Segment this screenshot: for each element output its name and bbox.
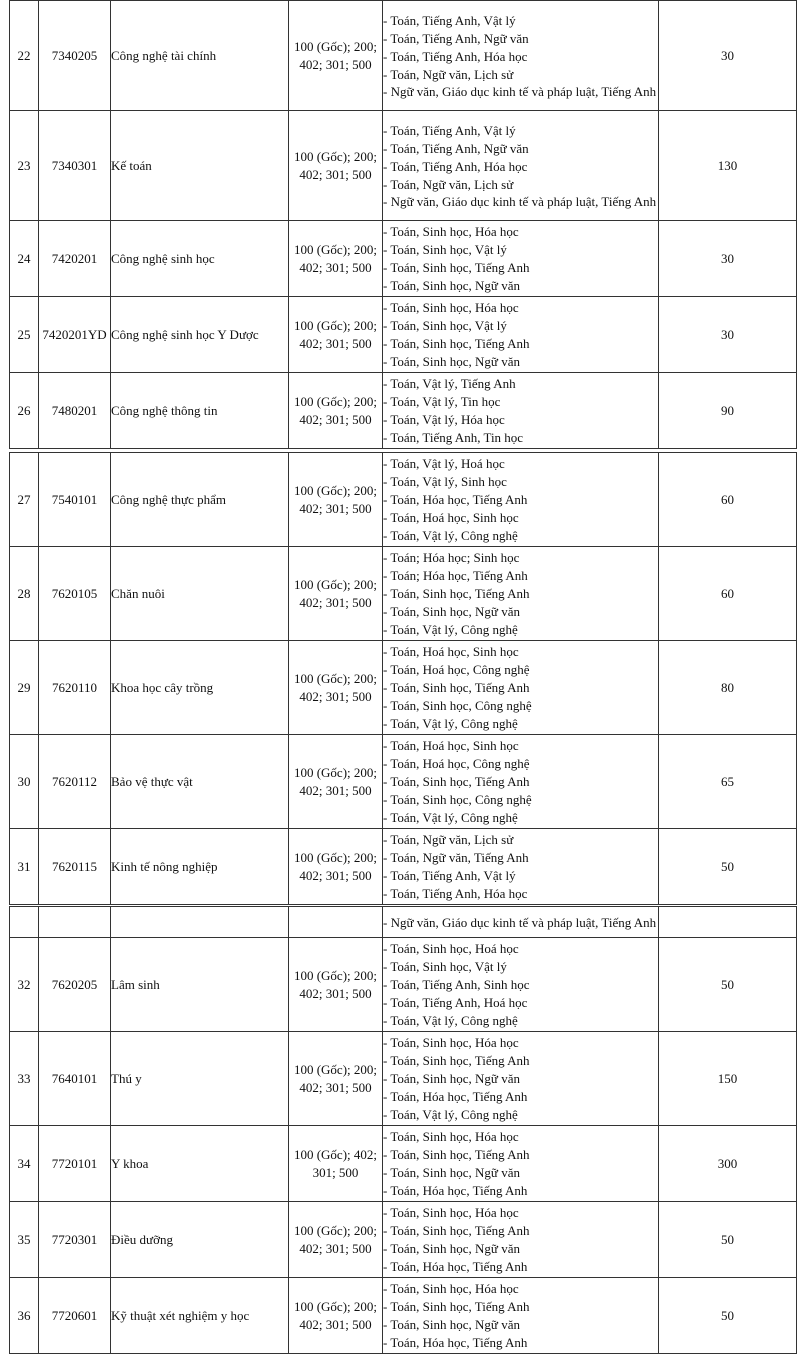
subject-combination: - Toán, Sinh học, Ngữ văn	[383, 1070, 520, 1086]
admission-method-cell: 100 (Gốc); 200; 402; 301; 500	[289, 938, 383, 1032]
stt-cell	[10, 907, 39, 938]
subject-combination: - Toán; Hóa học, Tiếng Anh	[383, 567, 528, 583]
subject-combination: - Toán, Hoá học, Công nghệ	[383, 755, 530, 771]
subject-combination: - Toán, Hóa học, Tiếng Anh	[383, 1088, 528, 1104]
subject-combinations-cell	[383, 1202, 659, 1278]
subject-combination: - Toán, Sinh học, Hóa học	[383, 1204, 519, 1220]
table-row	[10, 907, 797, 938]
table-row	[10, 297, 797, 373]
major-code-cell: 7340205	[39, 1, 111, 111]
stt-cell: 25	[10, 297, 39, 373]
stt-cell: 24	[10, 221, 39, 297]
quota-cell: 30	[659, 1, 797, 111]
major-name-cell: Công nghệ thông tin	[111, 373, 289, 449]
subject-combination: - Toán, Sinh học, Hóa học	[383, 1128, 519, 1144]
stt-cell: 29	[10, 641, 39, 735]
subject-combinations-cell	[383, 1032, 659, 1126]
subject-combination: - Toán, Sinh học, Ngữ văn	[383, 1164, 520, 1180]
admission-method-cell: 100 (Gốc); 200; 402; 301; 500	[289, 1, 383, 111]
table-row	[10, 1126, 797, 1202]
stt-cell: 28	[10, 547, 39, 641]
table-row	[10, 938, 797, 1032]
table-row	[10, 1202, 797, 1278]
major-code-cell: 7340301	[39, 111, 111, 221]
subject-combination: - Toán, Sinh học, Tiếng Anh	[383, 773, 530, 789]
subject-combinations-cell	[383, 547, 659, 641]
subject-combinations-cell	[383, 938, 659, 1032]
table-row	[10, 221, 797, 297]
subject-combination: - Toán, Vật lý, Công nghệ	[383, 809, 518, 825]
subject-combination: - Toán, Tiếng Anh, Ngữ văn	[383, 141, 529, 156]
table-row	[10, 1, 797, 111]
subject-combination: - Toán, Ngữ văn, Tiếng Anh	[383, 849, 529, 865]
admission-table-block	[9, 906, 797, 1354]
stt-cell: 27	[10, 453, 39, 547]
quota-cell: 50	[659, 938, 797, 1032]
subject-combination: - Toán, Tiếng Anh, Hóa học	[383, 159, 528, 174]
admission-method-cell: 100 (Gốc); 200; 402; 301; 500	[289, 111, 383, 221]
major-code-cell	[39, 907, 111, 938]
subject-combination: - Toán, Sinh học, Hoá học	[383, 940, 519, 956]
admission-method-cell: 100 (Gốc); 200; 402; 301; 500	[289, 297, 383, 373]
major-name-cell: Công nghệ tài chính	[111, 1, 289, 111]
subject-combination: - Toán, Vật lý, Công nghệ	[383, 621, 518, 637]
major-name-cell: Bảo vệ thực vật	[111, 735, 289, 829]
subject-combination: - Toán, Sinh học, Vật lý	[383, 958, 507, 974]
subject-combinations-cell	[383, 1126, 659, 1202]
subject-combination: - Toán, Vật lý, Công nghệ	[383, 527, 518, 543]
subject-combination: - Toán, Ngữ văn, Lịch sử	[383, 177, 514, 192]
quota-cell: 65	[659, 735, 797, 829]
major-name-cell: Y khoa	[111, 1126, 289, 1202]
admission-method-cell: 100 (Gốc); 200; 402; 301; 500	[289, 735, 383, 829]
subject-combinations-cell	[383, 907, 659, 938]
stt-cell: 30	[10, 735, 39, 829]
major-name-cell	[111, 907, 289, 938]
major-code-cell: 7540101	[39, 453, 111, 547]
subject-combination: - Toán, Sinh học, Ngữ văn	[383, 1316, 520, 1332]
major-name-cell: Thú y	[111, 1032, 289, 1126]
subject-combination: - Toán, Sinh học, Tiếng Anh	[383, 1298, 530, 1314]
subject-combination: - Toán, Sinh học, Hóa học	[383, 223, 519, 239]
subject-combination: - Toán; Hóa học; Sinh học	[383, 549, 520, 565]
major-name-cell: Khoa học cây trồng	[111, 641, 289, 735]
quota-cell: 30	[659, 221, 797, 297]
major-name-cell: Công nghệ thực phẩm	[111, 453, 289, 547]
admission-method-cell: 100 (Gốc); 200; 402; 301; 500	[289, 641, 383, 735]
subject-combination: - Toán, Sinh học, Ngữ văn	[383, 1240, 520, 1256]
admission-method-cell: 100 (Gốc); 200; 402; 301; 500	[289, 221, 383, 297]
admission-method-cell: 100 (Gốc); 200; 402; 301; 500	[289, 373, 383, 449]
major-name-cell: Kế toán	[111, 111, 289, 221]
table-row	[10, 373, 797, 449]
subject-combination: - Toán, Tiếng Anh, Hóa học	[383, 885, 528, 901]
major-name-cell: Chăn nuôi	[111, 547, 289, 641]
quota-cell: 150	[659, 1032, 797, 1126]
stt-cell: 34	[10, 1126, 39, 1202]
subject-combination: - Toán, Hoá học, Công nghệ	[383, 661, 530, 677]
table-row	[10, 641, 797, 735]
subject-combination: - Toán, Sinh học, Công nghệ	[383, 697, 532, 713]
subject-combination: - Toán, Vật lý, Công nghệ	[383, 715, 518, 731]
quota-cell: 80	[659, 641, 797, 735]
subject-combination: - Toán, Hoá học, Sinh học	[383, 737, 519, 753]
subject-combination: - Toán, Tiếng Anh, Hoá học	[383, 994, 528, 1010]
quota-cell: 30	[659, 297, 797, 373]
subject-combination: - Ngữ văn, Giáo dục kinh tế và pháp luật, Tiếng Anh	[383, 914, 657, 930]
major-code-cell: 7420201	[39, 221, 111, 297]
major-name-cell: Điều dưỡng	[111, 1202, 289, 1278]
major-name-cell: Công nghệ sinh học	[111, 221, 289, 297]
subject-combination: - Toán, Tiếng Anh, Ngữ văn	[383, 31, 529, 46]
major-code-cell: 7620110	[39, 641, 111, 735]
major-code-cell: 7720601	[39, 1278, 111, 1354]
subject-combination: - Toán, Sinh học, Tiếng Anh	[383, 259, 530, 275]
subject-combinations-cell	[383, 641, 659, 735]
stt-cell: 26	[10, 373, 39, 449]
subject-combination: - Toán, Vật lý, Tin học	[383, 393, 501, 409]
subject-combination: - Toán, Hóa học, Tiếng Anh	[383, 1258, 528, 1274]
subject-combination: - Toán, Ngữ văn, Lịch sử	[383, 831, 514, 847]
subject-combinations-cell	[383, 1, 659, 111]
subject-combination: - Toán, Tiếng Anh, Sinh học	[383, 976, 530, 992]
subject-combination: - Toán, Sinh học, Tiếng Anh	[383, 335, 530, 351]
stt-cell: 31	[10, 829, 39, 905]
quota-cell: 130	[659, 111, 797, 221]
admission-method-cell: 100 (Gốc); 200; 402; 301; 500	[289, 1278, 383, 1354]
stt-cell: 32	[10, 938, 39, 1032]
subject-combinations-cell	[383, 111, 659, 221]
subject-combination: - Toán, Sinh học, Ngữ văn	[383, 277, 520, 293]
subject-combination: - Toán, Hoá học, Sinh học	[383, 509, 519, 525]
stt-cell: 36	[10, 1278, 39, 1354]
subject-combination: - Toán, Hóa học, Tiếng Anh	[383, 1334, 528, 1350]
admission-method-cell: 100 (Gốc); 200; 402; 301; 500	[289, 453, 383, 547]
subject-combination: - Toán, Hóa học, Tiếng Anh	[383, 1182, 528, 1198]
stt-cell: 23	[10, 111, 39, 221]
major-code-cell: 7720101	[39, 1126, 111, 1202]
admission-table-block	[9, 0, 797, 449]
subject-combinations-cell	[383, 735, 659, 829]
quota-cell: 50	[659, 1202, 797, 1278]
admission-method-cell: 100 (Gốc); 402; 301; 500	[289, 1126, 383, 1202]
subject-combination: - Toán, Tiếng Anh, Vật lý	[383, 13, 516, 28]
major-code-cell: 7620112	[39, 735, 111, 829]
admission-method-cell: 100 (Gốc); 200; 402; 301; 500	[289, 547, 383, 641]
subject-combination: - Toán, Tiếng Anh, Hóa học	[383, 49, 528, 64]
subject-combination: - Toán, Sinh học, Tiếng Anh	[383, 679, 530, 695]
major-code-cell: 7480201	[39, 373, 111, 449]
subject-combination: - Toán, Sinh học, Tiếng Anh	[383, 585, 530, 601]
subject-combination: - Toán, Hóa học, Tiếng Anh	[383, 491, 528, 507]
major-name-cell: Lâm sinh	[111, 938, 289, 1032]
subject-combination: - Toán, Vật lý, Công nghệ	[383, 1012, 518, 1028]
subject-combinations-cell	[383, 373, 659, 449]
subject-combination: - Toán, Tiếng Anh, Vật lý	[383, 123, 516, 138]
subject-combination: - Toán, Vật lý, Hoá học	[383, 455, 505, 471]
subject-combinations-cell	[383, 297, 659, 373]
subject-combination: - Ngữ văn, Giáo dục kinh tế và pháp luật, Tiếng Anh	[383, 194, 657, 209]
subject-combination: - Toán, Sinh học, Hóa học	[383, 1034, 519, 1050]
table-row	[10, 1278, 797, 1354]
subject-combination: - Toán, Sinh học, Hóa học	[383, 1280, 519, 1296]
subject-combinations-cell	[383, 1278, 659, 1354]
subject-combination: - Toán, Vật lý, Tiếng Anh	[383, 375, 516, 391]
subject-combination: - Toán, Tiếng Anh, Vật lý	[383, 867, 516, 883]
subject-combination: - Toán, Sinh học, Tiếng Anh	[383, 1146, 530, 1162]
table-row	[10, 1032, 797, 1126]
subject-combination: - Toán, Sinh học, Ngữ văn	[383, 353, 520, 369]
major-name-cell: Kỹ thuật xét nghiệm y học	[111, 1278, 289, 1354]
stt-cell: 35	[10, 1202, 39, 1278]
major-code-cell: 7420201YD	[39, 297, 111, 373]
major-name-cell: Công nghệ sinh học Y Dược	[111, 297, 289, 373]
admission-table-block	[9, 452, 797, 905]
quota-cell: 60	[659, 453, 797, 547]
admission-method-cell	[289, 907, 383, 938]
subject-combination: - Toán, Vật lý, Công nghệ	[383, 1106, 518, 1122]
table-row	[10, 829, 797, 905]
admission-method-cell: 100 (Gốc); 200; 402; 301; 500	[289, 829, 383, 905]
quota-cell: 60	[659, 547, 797, 641]
quota-cell: 50	[659, 1278, 797, 1354]
stt-cell: 22	[10, 1, 39, 111]
major-code-cell: 7720301	[39, 1202, 111, 1278]
subject-combination: - Toán, Vật lý, Hóa học	[383, 411, 505, 427]
subject-combination: - Toán, Tiếng Anh, Tin học	[383, 429, 524, 445]
admission-method-cell: 100 (Gốc); 200; 402; 301; 500	[289, 1032, 383, 1126]
subject-combination: - Ngữ văn, Giáo dục kinh tế và pháp luật, Tiếng Anh	[383, 84, 657, 99]
subject-combination: - Toán, Sinh học, Ngữ văn	[383, 603, 520, 619]
major-code-cell: 7640101	[39, 1032, 111, 1126]
stt-cell: 33	[10, 1032, 39, 1126]
subject-combination: - Toán, Sinh học, Tiếng Anh	[383, 1052, 530, 1068]
subject-combination: - Toán, Sinh học, Vật lý	[383, 317, 507, 333]
major-code-cell: 7620115	[39, 829, 111, 905]
subject-combination: - Toán, Sinh học, Hóa học	[383, 299, 519, 315]
quota-cell	[659, 907, 797, 938]
table-row	[10, 735, 797, 829]
subject-combinations-cell	[383, 829, 659, 905]
quota-cell: 300	[659, 1126, 797, 1202]
quota-cell: 50	[659, 829, 797, 905]
subject-combination: - Toán, Sinh học, Công nghệ	[383, 791, 532, 807]
subject-combinations-cell	[383, 453, 659, 547]
major-code-cell: 7620205	[39, 938, 111, 1032]
table-row	[10, 547, 797, 641]
subject-combination: - Toán, Sinh học, Vật lý	[383, 241, 507, 257]
subject-combination: - Toán, Sinh học, Tiếng Anh	[383, 1222, 530, 1238]
table-row	[10, 453, 797, 547]
major-code-cell: 7620105	[39, 547, 111, 641]
major-name-cell: Kinh tế nông nghiệp	[111, 829, 289, 905]
quota-cell: 90	[659, 373, 797, 449]
subject-combination: - Toán, Vật lý, Sinh học	[383, 473, 507, 489]
subject-combination: - Toán, Hoá học, Sinh học	[383, 643, 519, 659]
admission-method-cell: 100 (Gốc); 200; 402; 301; 500	[289, 1202, 383, 1278]
subject-combination: - Toán, Ngữ văn, Lịch sử	[383, 67, 514, 82]
table-row	[10, 111, 797, 221]
subject-combinations-cell	[383, 221, 659, 297]
